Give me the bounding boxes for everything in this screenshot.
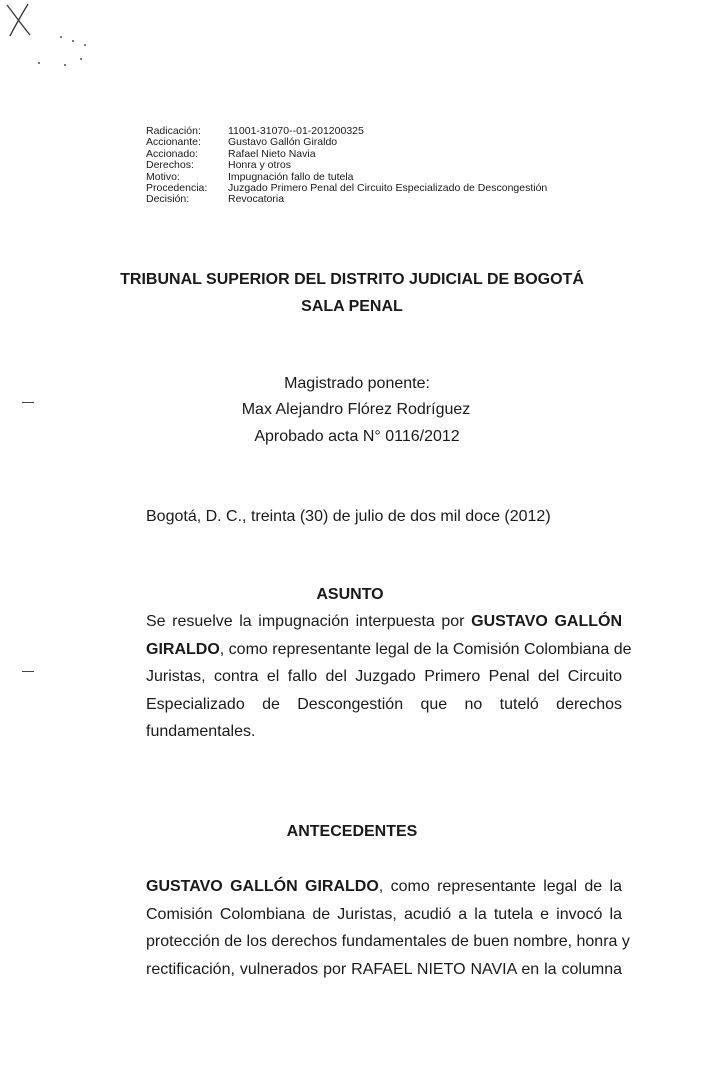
section-heading-antecedentes: ANTECEDENTES xyxy=(286,823,418,840)
case-info-label: Derechos: xyxy=(146,159,194,172)
case-info-label: Radicación: xyxy=(146,125,201,137)
scan-speck xyxy=(38,62,40,64)
approval-record: Aprobado acta N° 0116/2012 xyxy=(254,428,460,445)
body-text: protección de los derechos fundamentales de buen nombre, honra y xyxy=(146,933,630,951)
paragraph-antecedentes xyxy=(146,873,630,983)
margin-tick xyxy=(22,671,34,672)
body-text: Juristas, contra el fallo del Juzgado Primero Penal del Circuito xyxy=(146,668,622,686)
case-info-value: Revocatoria xyxy=(228,193,285,206)
case-info-row xyxy=(146,183,547,194)
paragraph-line xyxy=(146,636,632,664)
case-info-value: Honra y otros xyxy=(228,159,292,172)
case-info-value: Gustavo Gallón Giraldo xyxy=(228,136,338,149)
case-info-label: Accionado: xyxy=(146,147,198,160)
bold-name-text: GUSTAVO GALLÓN GIRALDO xyxy=(146,878,379,895)
case-info-row xyxy=(146,160,547,171)
case-info-label: Accionante: xyxy=(146,136,201,149)
case-info-label: Motivo: xyxy=(146,170,180,183)
body-text: , como representante legal de la Comisión Colombiana de xyxy=(219,640,632,658)
body-text: Se resuelve la impugnación interpuesta por xyxy=(146,613,472,630)
paragraph-line xyxy=(146,691,622,719)
scan-speck xyxy=(72,40,74,42)
paragraph-line xyxy=(146,663,622,691)
body-text: , como representante legal de la xyxy=(378,878,622,895)
case-info-block xyxy=(146,126,547,206)
case-info-value: Rafael Nieto Navia xyxy=(228,147,316,160)
scan-speck xyxy=(80,58,82,60)
scan-speck xyxy=(60,36,62,38)
scan-speck xyxy=(84,44,86,46)
body-text: Especializado de Descongestión que no tuteló derechos xyxy=(146,695,622,713)
handwritten-x-mark xyxy=(4,2,34,38)
section-heading-asunto: ASUNTO xyxy=(316,586,384,603)
date-line: Bogotá, D. C., treinta (30) de julio de dos mil doce (2012) xyxy=(146,508,551,525)
paragraph-line xyxy=(146,901,622,929)
bold-name-text: GIRALDO xyxy=(146,640,220,658)
case-info-value: 11001-31070--01-201200325 xyxy=(228,125,364,137)
body-text: rectificación, vulnerados por RAFAEL NIETO NAVIA en la columna xyxy=(146,960,622,978)
magistrate-name: Max Alejandro Flórez Rodríguez xyxy=(241,401,471,418)
court-name: TRIBUNAL SUPERIOR DEL DISTRITO JUDICIAL DE BOGOTÁ xyxy=(120,271,584,288)
case-info-row xyxy=(146,126,547,137)
paragraph-line xyxy=(146,928,630,956)
case-info-value: Impugnación fallo de tutela xyxy=(228,170,354,183)
body-text: fundamentales. xyxy=(146,723,256,741)
paragraph-line xyxy=(146,873,622,901)
case-info-row xyxy=(146,194,547,205)
paragraph-asunto xyxy=(146,608,632,746)
paragraph-line xyxy=(146,718,622,746)
paragraph-line xyxy=(146,956,622,984)
scan-speck xyxy=(64,64,66,66)
case-info-row xyxy=(146,149,547,160)
magistrate-title: Magistrado ponente: xyxy=(284,375,430,392)
case-info-label: Decisión: xyxy=(146,193,190,206)
bold-name-text: GUSTAVO GALLÓN xyxy=(471,613,623,630)
body-text: Comisión Colombiana de Juristas, acudió a la tutela e invocó la xyxy=(146,905,622,923)
case-info-value: Juzgado Primero Penal del Circuito Especializado de Descongestión xyxy=(228,182,548,195)
case-info-label: Procedencia: xyxy=(146,182,208,195)
case-info-row xyxy=(146,137,547,148)
court-chamber: SALA PENAL xyxy=(301,298,403,315)
paragraph-line xyxy=(146,608,622,636)
